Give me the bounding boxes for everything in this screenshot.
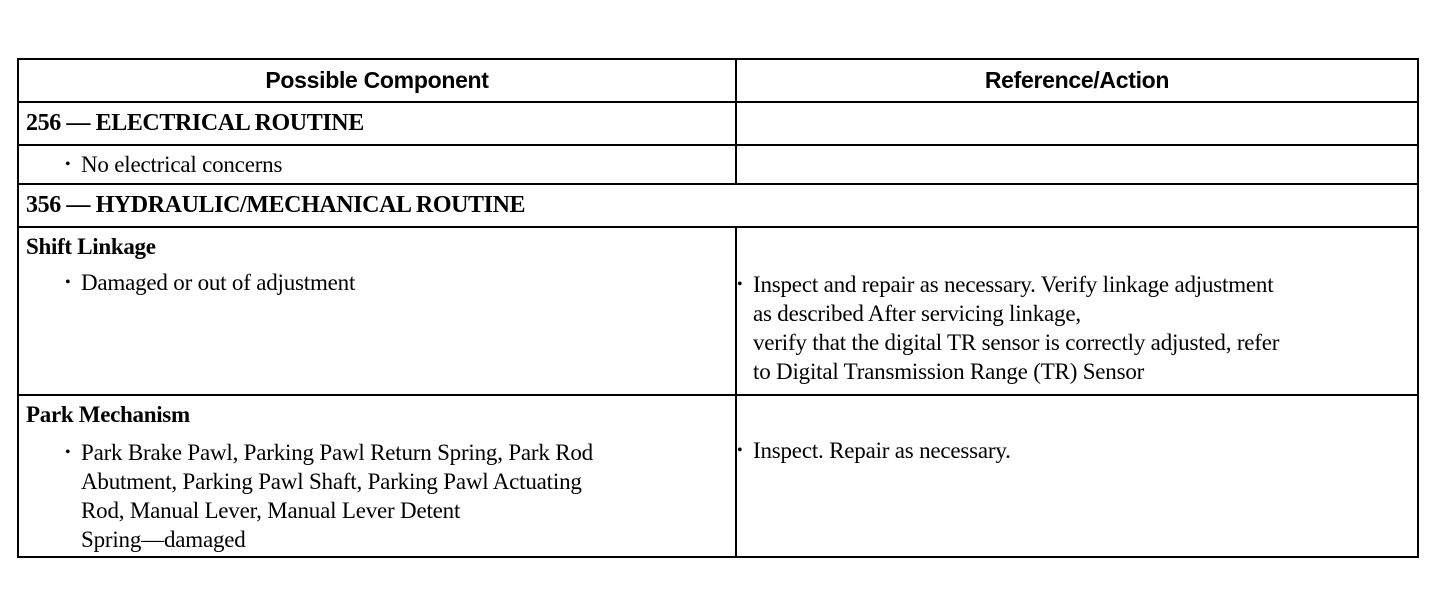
- park-mechanism-action-cell: [736, 395, 1418, 557]
- header-row: [18, 59, 1418, 102]
- header-possible-component: Possible Component: [18, 59, 736, 102]
- shift-linkage-action-text: [753, 270, 1279, 386]
- electrical-item-action-empty: [736, 145, 1418, 184]
- item-line: Park Brake Pawl, Parking Pawl Return Spring, Park Rod: [81, 439, 593, 465]
- electrical-item-cell: [18, 145, 736, 184]
- hydraulic-routine-title: 356 — HYDRAULIC/MECHANICAL ROUTINE: [18, 184, 1418, 227]
- bullet-icon: •: [65, 443, 71, 461]
- list-item: [737, 396, 1417, 465]
- action-line: to Digital Transmission Range (TR) Sensor: [753, 359, 1145, 385]
- park-mechanism-component-cell: [18, 395, 736, 557]
- shift-linkage-item-text: Damaged or out of adjustment: [81, 270, 356, 296]
- electrical-routine-row: [18, 102, 1418, 145]
- item-line: Abutment, Parking Pawl Shaft, Parking Pawl Actuating: [81, 468, 582, 494]
- shift-linkage-row: [18, 227, 1418, 394]
- bullet-icon: •: [65, 156, 71, 174]
- list-item: [19, 268, 735, 297]
- item-line: Rod, Manual Lever, Manual Lever Detent: [81, 497, 461, 523]
- shift-linkage-title: Shift Linkage: [26, 234, 156, 260]
- list-item: [737, 228, 1417, 386]
- electrical-item-text: No electrical concerns: [81, 152, 283, 178]
- electrical-routine-title: 256 — ELECTRICAL ROUTINE: [18, 102, 736, 145]
- bullet-icon: •: [65, 274, 71, 292]
- bullet-icon: •: [737, 441, 743, 459]
- hydraulic-routine-row: [18, 184, 1418, 227]
- park-mechanism-item-text: [81, 438, 593, 554]
- list-item: [19, 438, 735, 554]
- action-line: as described After servicing linkage,: [753, 301, 1081, 327]
- shift-linkage-component-cell: [18, 227, 736, 394]
- action-line: verify that the digital TR sensor is correctly adjusted, refer: [753, 330, 1280, 356]
- item-line: Spring—damaged: [81, 526, 246, 552]
- list-item: [19, 150, 735, 179]
- action-line: Inspect and repair as necessary. Verify linkage adjustment: [753, 272, 1274, 298]
- shift-linkage-action-cell: [736, 227, 1418, 394]
- park-mechanism-row: [18, 395, 1418, 557]
- electrical-item-row: [18, 145, 1418, 184]
- park-mechanism-title: Park Mechanism: [26, 401, 190, 427]
- electrical-routine-action-empty: [736, 102, 1418, 145]
- bullet-icon: •: [737, 276, 743, 294]
- park-mechanism-action-text: Inspect. Repair as necessary.: [753, 437, 1011, 463]
- header-reference-action: Reference/Action: [736, 59, 1418, 102]
- diagnostic-table: [17, 58, 1419, 558]
